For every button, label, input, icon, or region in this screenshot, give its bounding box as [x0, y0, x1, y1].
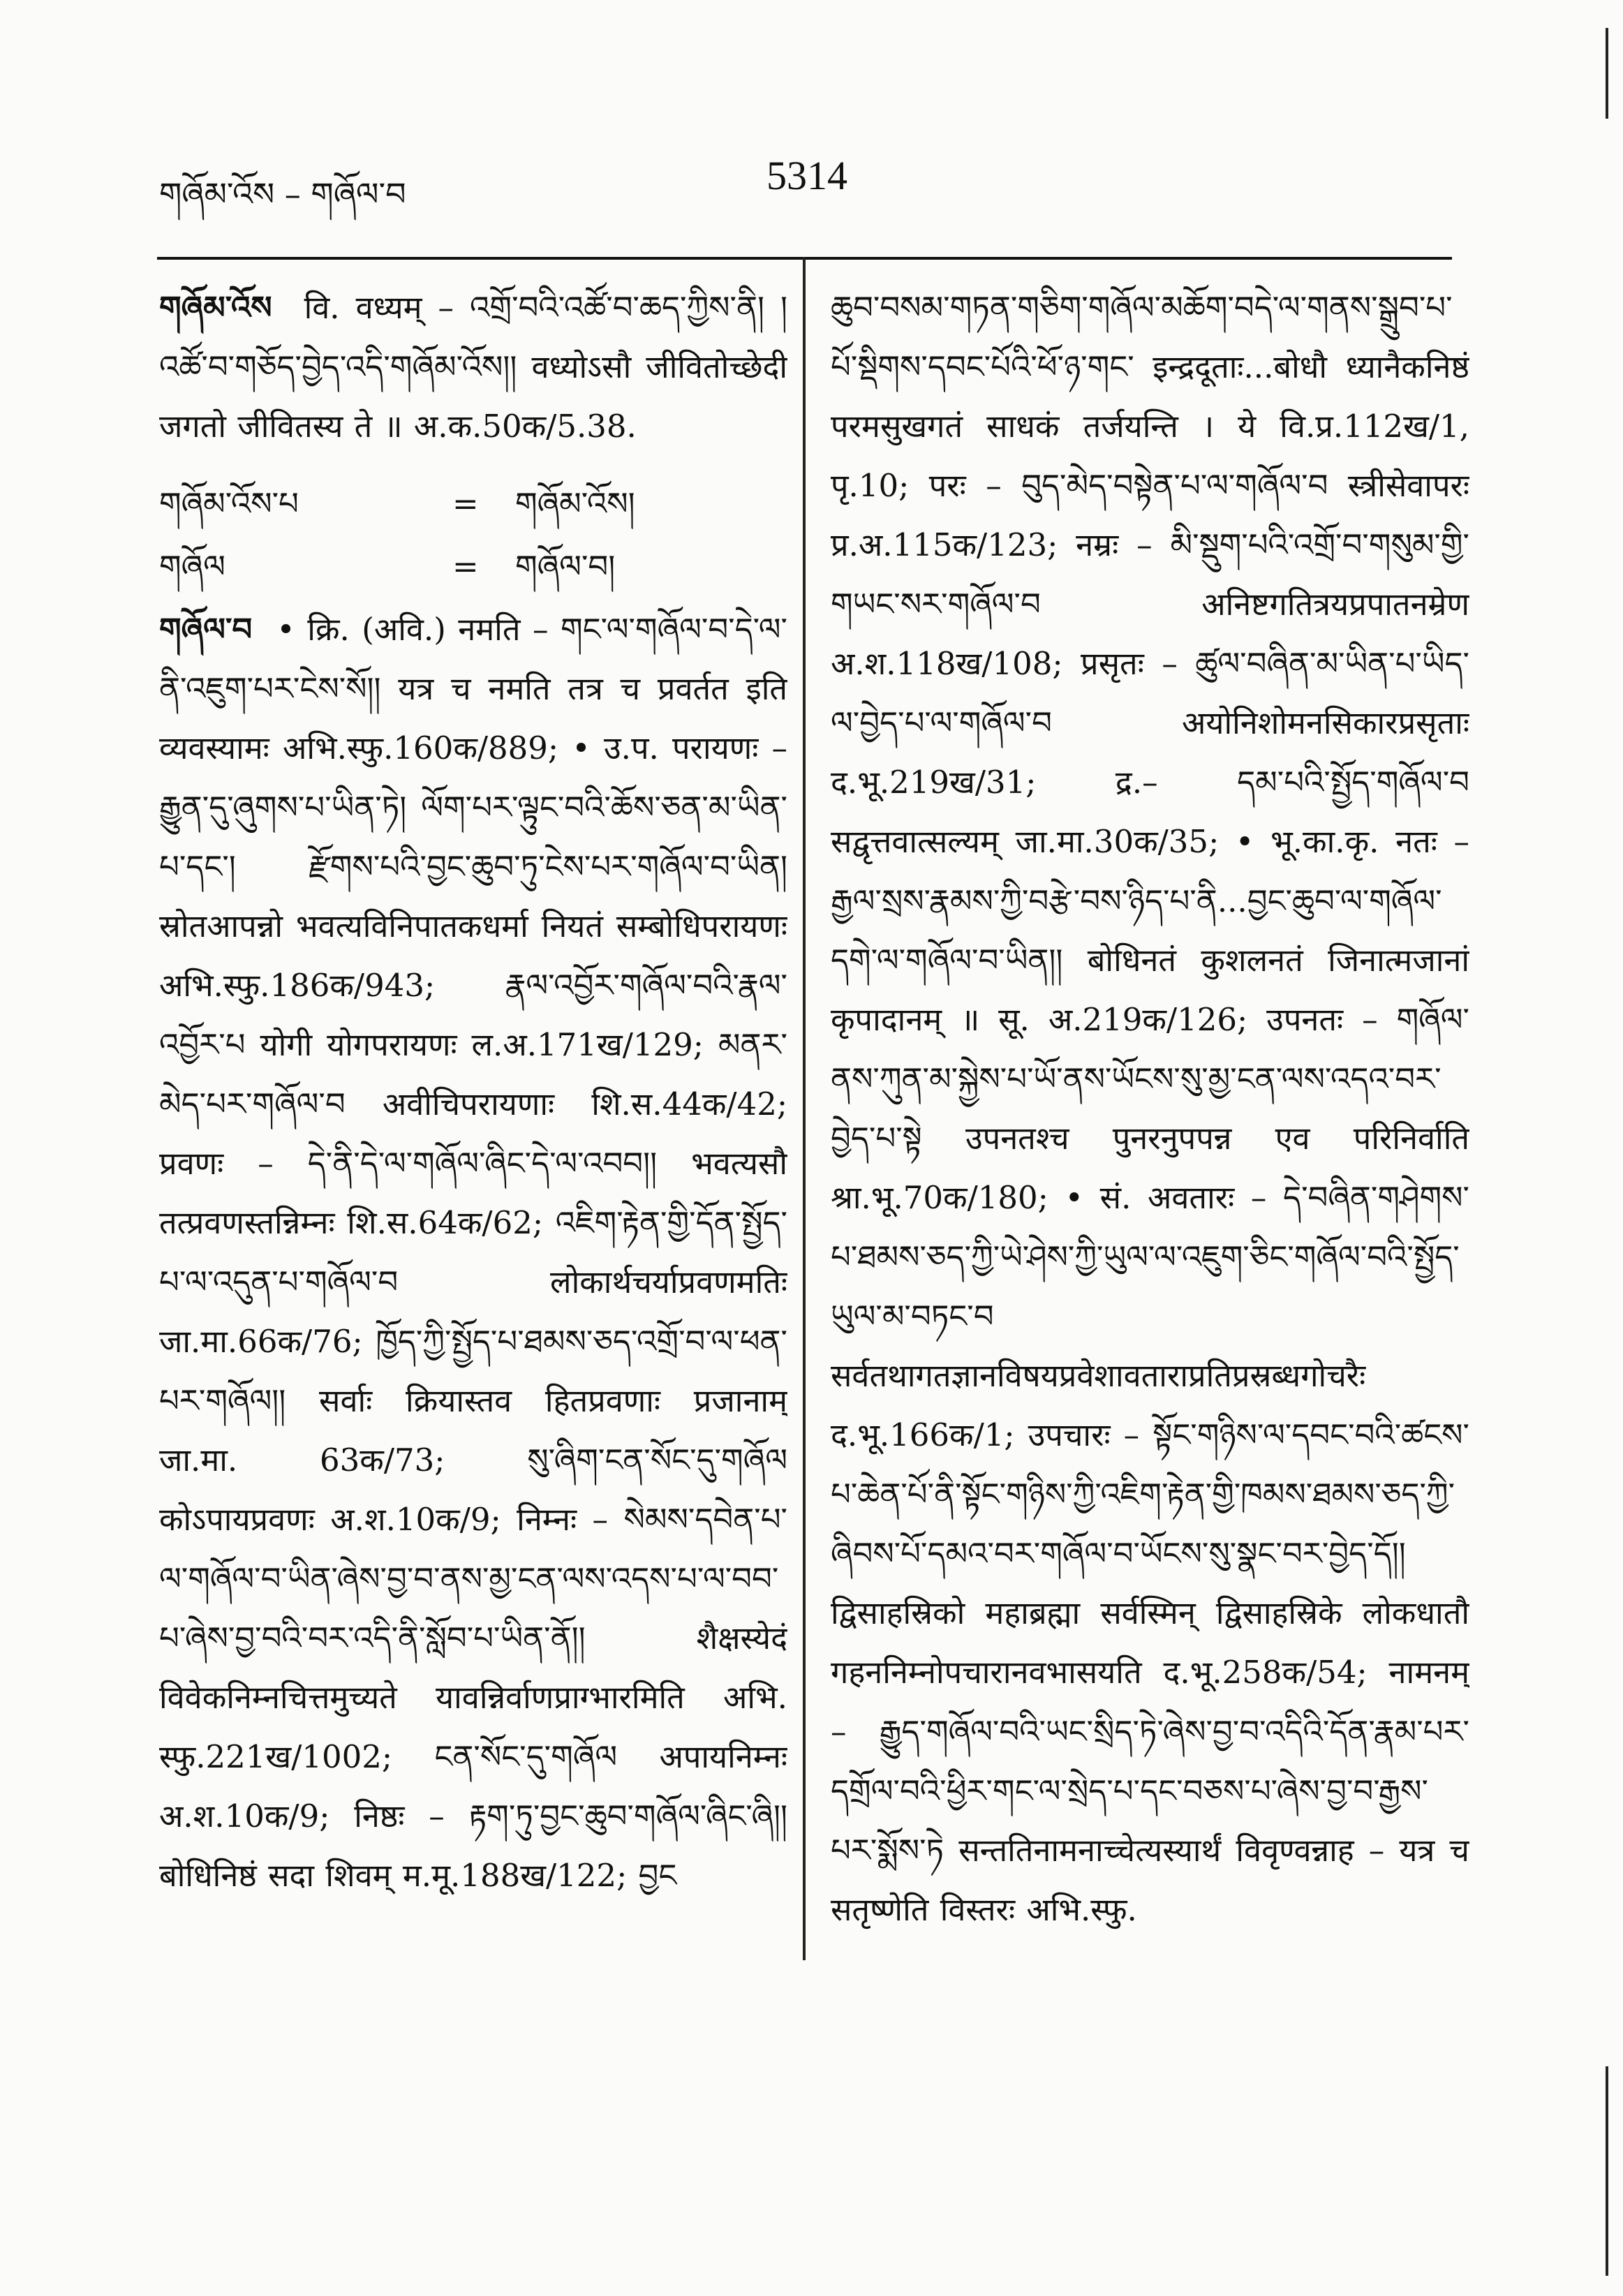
xref-equals: = [452, 485, 479, 522]
xref-target: གཞོམ་འོས། [515, 485, 635, 522]
xref-target: གཞོལ་བ། [515, 548, 616, 585]
entry-gzhom-os [159, 278, 787, 456]
entry-text: ཆུབ་བསམ་གཏན་གཅིག་གཞོལ་མཆོག་བདེ་ལ་གནས་སྒྲུབ་པ་པོ་སྡིགས་དབང་པོའི་ཕོ་ཉ་གང་ इन्द्रदूताः...बोधौ ध्यानैकनिष्ठं परमसुखगतं साधकं तर्जयन्ति । ये वि.प्र.112ख/1, पृ.10; परः – བུད་མེད་བསྟེན་པ་ལ་གཞོལ་བ स्त्रीसेवापरः प्र.अ.115क/123; नम्रः – མི་སྡུག་པའི་འགྲོ་བ་གསུམ་གྱི་གཡང་སར་གཞོལ་བ अनिष्टगतित्रयप्रपातनम्रेण अ.श.118ख/108; प्रसृतः – ཚུལ་བཞིན་མ་ཡིན་པ་ཡིད་ལ་བྱེད་པ་ལ་གཞོལ་བ अयोनिशोमनसिकारप्रसृताः द.भू.219ख/31; द्र.– དམ་པའི་སྤྱོད་གཞོལ་བ सद्वृत्तवात्सल्यम् जा.मा.30क/35; • भू.का.कृ. नतः – རྒྱལ་སྲས་རྣམས་ཀྱི་བརྩེ་བས་ཉིད་པ་ནི...བྱང་ཆུབ་ལ་གཞོལ་དགེ་ལ་གཞོལ་བ་ཡིན།། बोधिनतं कुशलनतं जिनात्मजानां कृपादानम् ॥ सू. अ.219क/126; उपनतः – གཞོལ་ནས་ཀུན་མ་སྐྱེས་པ་ཡོ་ནས་ཡོངས་སུ་མྱ་ངན་ལས་འདའ་བར་བྱེད་པ་སྟེ उपनतश्च पुनरनुपपन्न एव परिनिर्वाति श्रा.भू.70क/180; • सं. अवतारः – དེ་བཞིན་གཤེགས་པ་ཐམས་ཅད་ཀྱི་ཡེ་ཤེས་ཀྱི་ཡུལ་ལ་འཇུག་ཅིང་གཞོལ་བའི་སྤྱོད་ཡུལ་མ་བཏང་བ सर्वतथागतज्ञानविषयप्रवेशावताराप्रतिप्रस्रब्धगोचरैः द.भू.166क/1; उपचारः – སྟོང་གཉིས་ལ་དབང་བའི་ཚངས་པ་ཆེན་པོ་ནི་སྟོང་གཉིས་ཀྱི་འཇིག་རྟེན་གྱི་ཁམས་ཐམས་ཅད་ཀྱི་ཞིབས་པོ་དམའ་བར་གཞོལ་བ་ཡོངས་སུ་སྣང་བར་བྱེད་དོ།། द्विसाहस्रिको महाब्रह्मा सर्वस्मिन् द्विसाहस्रिके लोकधातौ गहननिम्नोपचारानवभासयति द.भू.258क/54; नामनम् – རྒྱུད་གཞོལ་བའི་ཡང་སྲིད་ཏེ་ཞེས་བྱ་བ་འདིའི་དོན་རྣམ་པར་དགྲོལ་བའི་ཕྱིར་གང་ལ་སྲེད་པ་དང་བཅས་པ་ཞེས་བྱ་བ་རྒྱས་པར་སྨོས་ཏེ सन्ततिनामनाच्चेत्यस्यार्थं विवृण्वन्नाह – यत्र च सतृष्णेति विस्तरः अभि.स्फु. [831, 289, 1469, 1928]
scan-margin-mark [1606, 28, 1608, 119]
right-column [831, 278, 1469, 1960]
entry-continuation [831, 278, 1469, 1939]
cross-reference-row [159, 537, 787, 600]
left-column [159, 278, 787, 1960]
entry-lemma: གཞོལ་བ [159, 611, 253, 648]
column-divider [803, 257, 806, 1960]
entry-lemma: གཞོམ་འོས [159, 289, 272, 326]
xref-term: གཞོམ་འོས་པ [159, 485, 299, 522]
cross-reference-row [159, 474, 787, 537]
entry-text: • क्रि. (अवि.) नमति – གང་ལ་གཞོལ་བ་དེ་ལ་ནི་འཇུག་པར་ངེས་སོ།། यत्र च नमति तत्र च प्रवर्तत इति व्यवस्यामः अभि.स्फु.160क/889; • उ.प. परायणः – རྒྱུན་དུ་ཞུགས་པ་ཡིན་ཏེ། ལོག་པར་ལྟུང་བའི་ཆོས་ཅན་མ་ཡིན་པ་དང་། རྫོགས་པའི་བྱང་ཆུབ་ཏུ་ངེས་པར་གཞོལ་བ་ཡིན། स्रोतआपन्नो भवत्यविनिपातकधर्मा नियतं सम्बोधिपरायणः अभि.स्फु.186क/943; རྣལ་འབྱོར་གཞོལ་བའི་རྣལ་འབྱོར་པ योगी योगपरायणः ल.अ.171ख/129; མནར་མེད་པར་གཞོལ་བ अवीचिपरायणाः शि.स.44क/42; प्रवणः – དེ་ནི་དེ་ལ་གཞོལ་ཞིང་དེ་ལ་འབབ།། भवत्यसौ तत्प्रवणस्तन्निम्नः शि.स.64क/62; འཇིག་རྟེན་གྱི་དོན་སྤྱོད་པ་ལ་འདུན་པ་གཞོལ་བ लोकार्थचर्याप्रवणमतिः जा.मा.66क/76; ཁྱོད་ཀྱི་སྤྱོད་པ་ཐམས་ཅད་འགྲོ་བ་ལ་ཕན་པར་གཞོལ།། सर्वाः क्रियास्तव हितप्रवणाः प्रजानाम् जा.मा. 63क/73; སུ་ཞིག་ངན་སོང་དུ་གཞོལ कोऽपायप्रवणः अ.श.10क/9; निम्नः – སེམས་དབེན་པ་ལ་གཞོལ་བ་ཡིན་ཞེས་བྱ་བ་ནས་མྱ་ངན་ལས་འདས་པ་ལ་བབ་པ་ཞེས་བྱ་བའི་བར་འདི་ནི་སློབ་པ་ཡིན་ནོ།། शैक्षस्येदं विवेकनिम्नचित्तमुच्यते यावन्निर्वाणप्राग्भारमिति अभि. स्फु.221ख/1002; ངན་སོང་དུ་གཞོལ अपायनिम्नः अ.श.10क/9; निष्ठः – རྟག་ཏུ་བྱང་ཆུབ་གཞོལ་ཞིང་ཞི།། बोधिनिष्ठं सदा शिवम् म.मू.188ख/122; བྱང [159, 611, 787, 1894]
entry-gzhol-ba [159, 600, 787, 1905]
xref-term: གཞོལ [159, 548, 225, 585]
running-head: གཞོམ་འོས – གཞོལ་བ [159, 175, 406, 213]
page-number: 5314 [766, 153, 847, 198]
scan-margin-mark [1606, 2066, 1608, 2276]
xref-equals: = [452, 548, 479, 585]
entry-text: वि. वध्यम् – འགྲོ་བའི་འཚོ་བ་ཆད་ཀྱིས་ནི། །འཚོ་བ་གཅོད་བྱེད་འདི་གཞོམ་འོས།། वध्योऽसौ जीवितोच्छेदी जगतो जीवितस्य ते ॥ अ.क.50क/5.38. [159, 289, 787, 445]
